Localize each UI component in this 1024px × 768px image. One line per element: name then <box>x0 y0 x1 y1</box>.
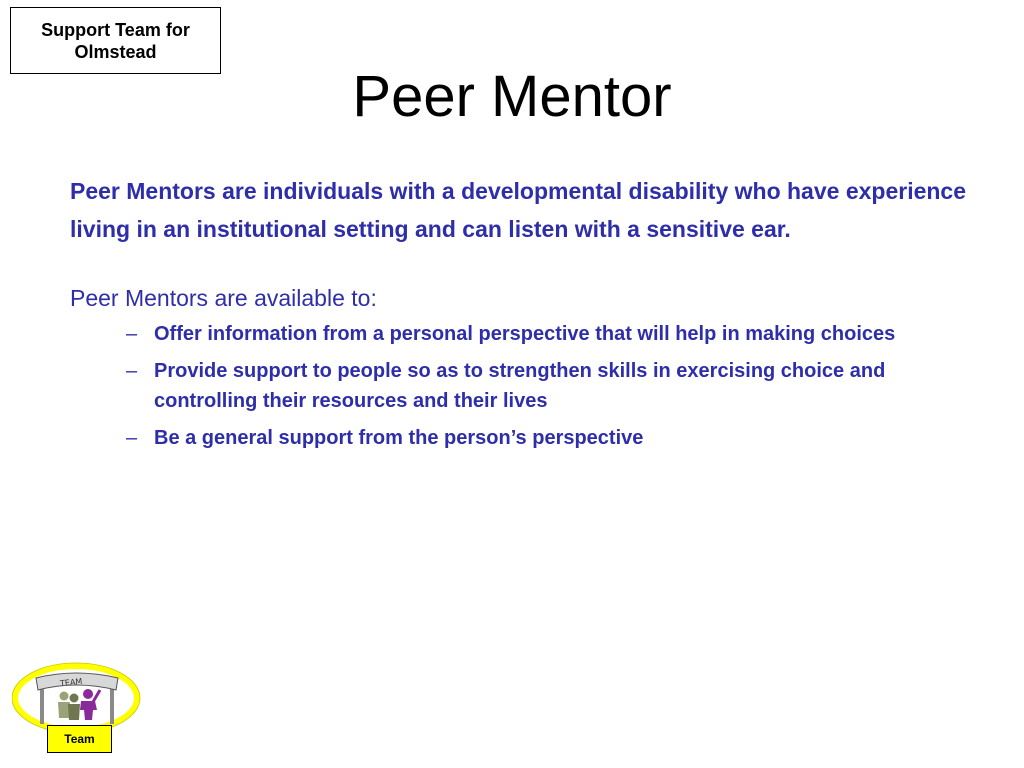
team-label: Team <box>47 725 112 753</box>
bullet-item <box>126 356 970 416</box>
bullet-dash: – <box>126 427 138 449</box>
logo-banner-text: TEAM <box>59 676 83 689</box>
intro-paragraph: Peer Mentors are individuals with a developmental disability who have experience living in an institutional setting and can listen with a sensitive ear. <box>70 178 967 242</box>
bullet-text: Offer information from a personal perspective that will help in making choices <box>154 323 896 345</box>
bullet-item <box>126 319 970 349</box>
available-heading: Peer Mentors are available to: <box>70 285 377 311</box>
corner-label-line2: Olmstead <box>74 41 157 62</box>
bullet-item <box>126 423 970 453</box>
corner-label-line1: Support Team for <box>41 19 190 40</box>
bullet-text: Provide support to people so as to strengthen skills in exercising choice and controlling their resources and their lives <box>154 360 886 412</box>
slide-content <box>70 172 970 460</box>
slide-title: Peer Mentor <box>352 64 672 129</box>
bullet-list <box>70 319 970 453</box>
bullet-dash: – <box>126 323 138 345</box>
bullet-text: Be a general support from the person’s perspective <box>154 427 644 449</box>
bullet-dash: – <box>126 360 138 382</box>
